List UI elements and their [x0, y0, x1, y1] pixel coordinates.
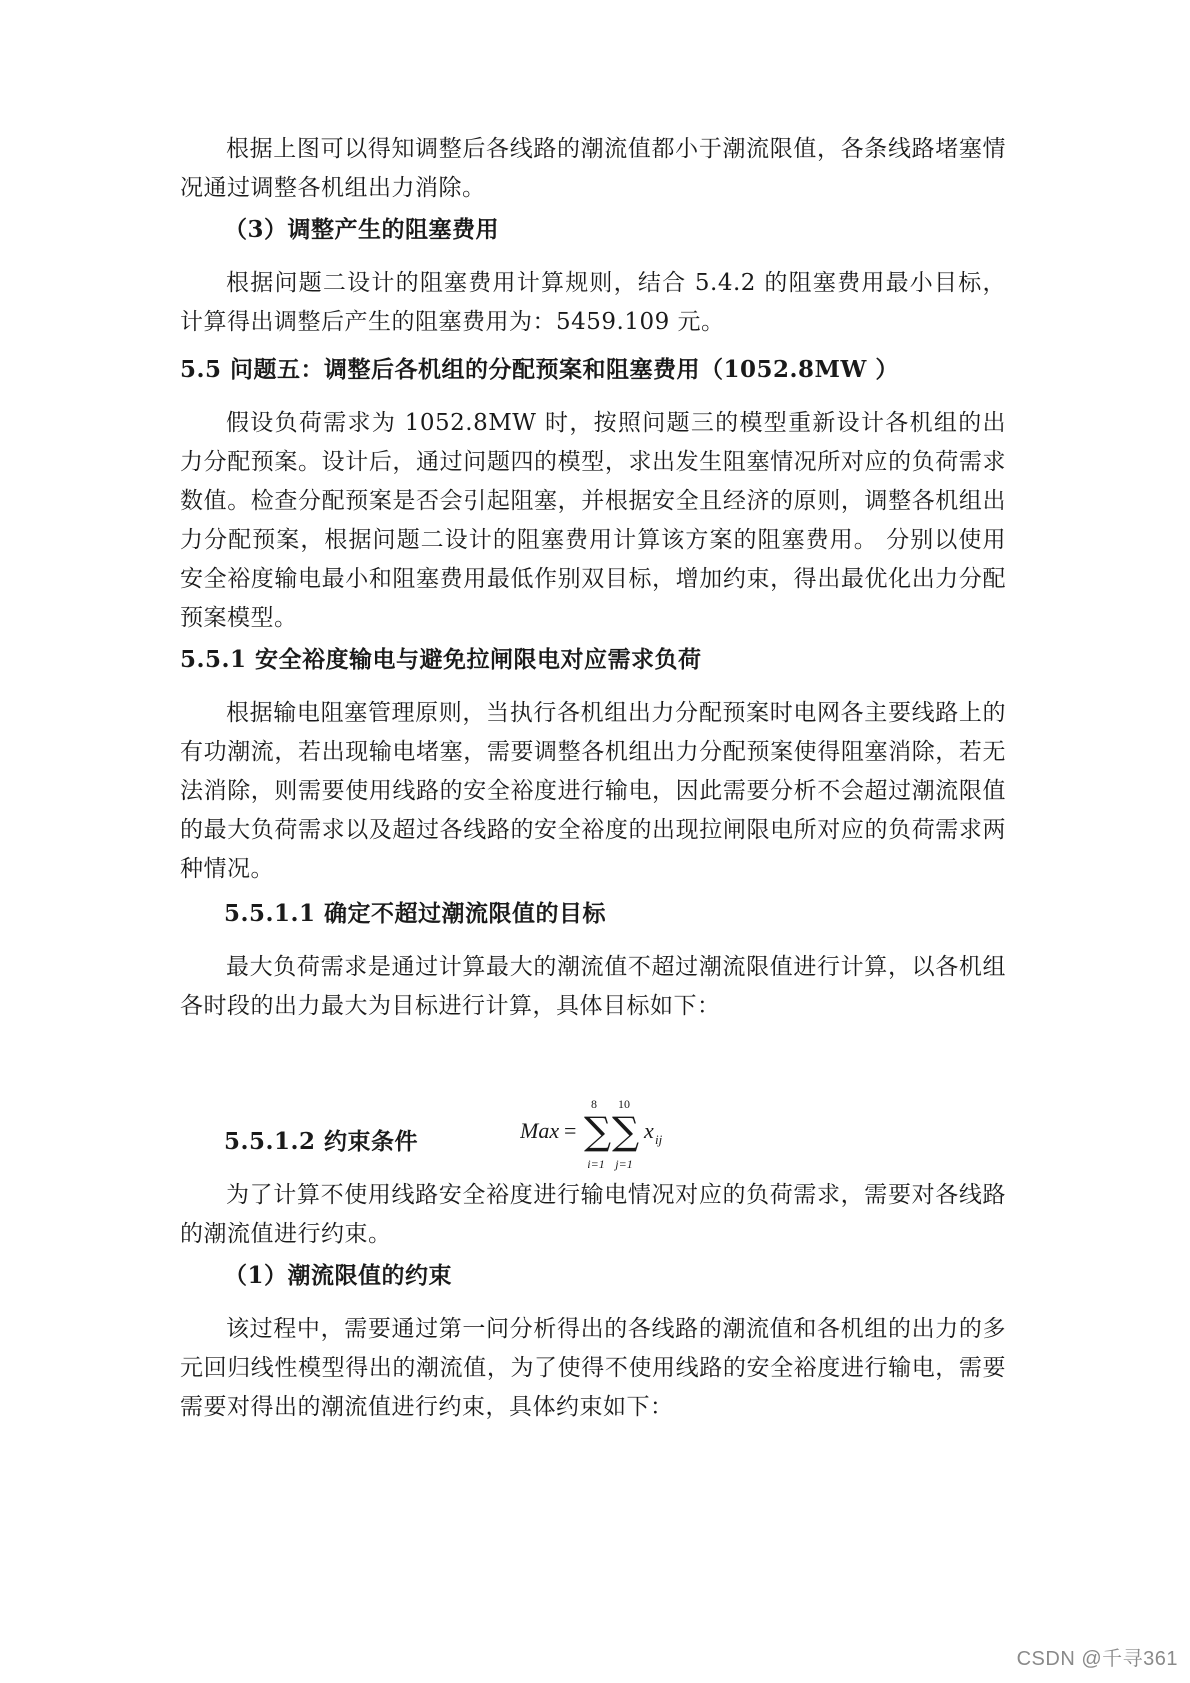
paragraph-safety-margin: 根据输电阻塞管理原则，当执行各机组出力分配预案时电网各主要线路上的有功潮流，若出现输电堵塞，需要调整各机组出力分配预案使得阻塞消除，若无法消除，则需要使用线路的安全裕度进行输电，因此需要分析不会超过潮流限值的最大负荷需求以及超过各线路的安全裕度的出现拉闸限电所对应的负荷需求两种情况。	[180, 700, 1006, 882]
subheading-flow-limit-constraint: （1）潮流限值的约束	[224, 1262, 453, 1289]
sum-symbol-1: ∑	[584, 1109, 612, 1153]
section-heading-5-5: 5.5 问题五：调整后各机组的分配预案和阻塞费用（1052.8MW ）	[180, 356, 899, 383]
subheading-congestion-cost: （3）调整产生的阻塞费用	[224, 216, 500, 243]
section-heading-5-5-1: 5.5.1 安全裕度输电与避免拉闸限电对应需求负荷	[180, 646, 702, 673]
paragraph-flow-constraint: 该过程中，需要通过第一问分析得出的各线路的潮流值和各机组的出力的多元回归线性模型得出的潮流值，为了使得不使用线路的安全裕度进行输电，需要需要对得出的潮流值进行约束，具体约束如下：	[180, 1316, 1006, 1420]
subheading-5-5-1-2: 5.5.1.2 约束条件	[224, 1128, 419, 1155]
formula-max: Max	[520, 1118, 560, 1143]
paragraph-congestion-result: 根据上图可以得知调整后各线路的潮流值都小于潮流限值，各条线路堵塞情况通过调整各机组出力消除。	[180, 136, 1006, 201]
formula-sum2-lower: j=1	[615, 1157, 633, 1171]
paragraph-problem-five: 假设负荷需求为 1052.8MW 时，按照问题三的模型重新设计各机组的出力分配预案。设计后，通过问题四的模型，求出发生阻塞情况所对应的负荷需求数值。检查分配预案是否会引起阻塞，并根据安全且经济的原则，调整各机组出力分配预案，根据问题二设计的阻塞费用计算该方案的阻塞费用。 分别以使用安全裕度输电最小和阻塞费用最低作别双目标，增加约束，得出最优化出力分配预案模型。	[180, 410, 1006, 631]
formula-variable-subscript: ij	[655, 1132, 663, 1147]
paragraph-congestion-cost: 根据问题二设计的阻塞费用计算规则，结合 5.4.2 的阻塞费用最小目标，计算得出调整后产生的阻塞费用为：5459.109 元。	[180, 270, 1006, 335]
formula-equals: =	[564, 1118, 577, 1143]
formula-sum2-upper: 10	[618, 1097, 630, 1111]
formula-variable: x	[644, 1118, 654, 1143]
subheading-5-5-1-1: 5.5.1.1 确定不超过潮流限值的目标	[224, 900, 607, 927]
csdn-watermark: CSDN @千寻361	[1016, 1648, 1178, 1670]
paragraph-max-load: 最大负荷需求是通过计算最大的潮流值不超过潮流限值进行计算，以各机组各时段的出力最大为目标进行计算，具体目标如下：	[180, 954, 1006, 1019]
sum-symbol-2: ∑	[612, 1109, 640, 1153]
formula-sum1-upper: 8	[591, 1097, 597, 1111]
paragraph-constraint-intro: 为了计算不使用线路安全裕度进行输电情况对应的负荷需求，需要对各线路的潮流值进行约束。	[180, 1182, 1006, 1247]
formula-sum1-lower: i=1	[587, 1157, 605, 1171]
